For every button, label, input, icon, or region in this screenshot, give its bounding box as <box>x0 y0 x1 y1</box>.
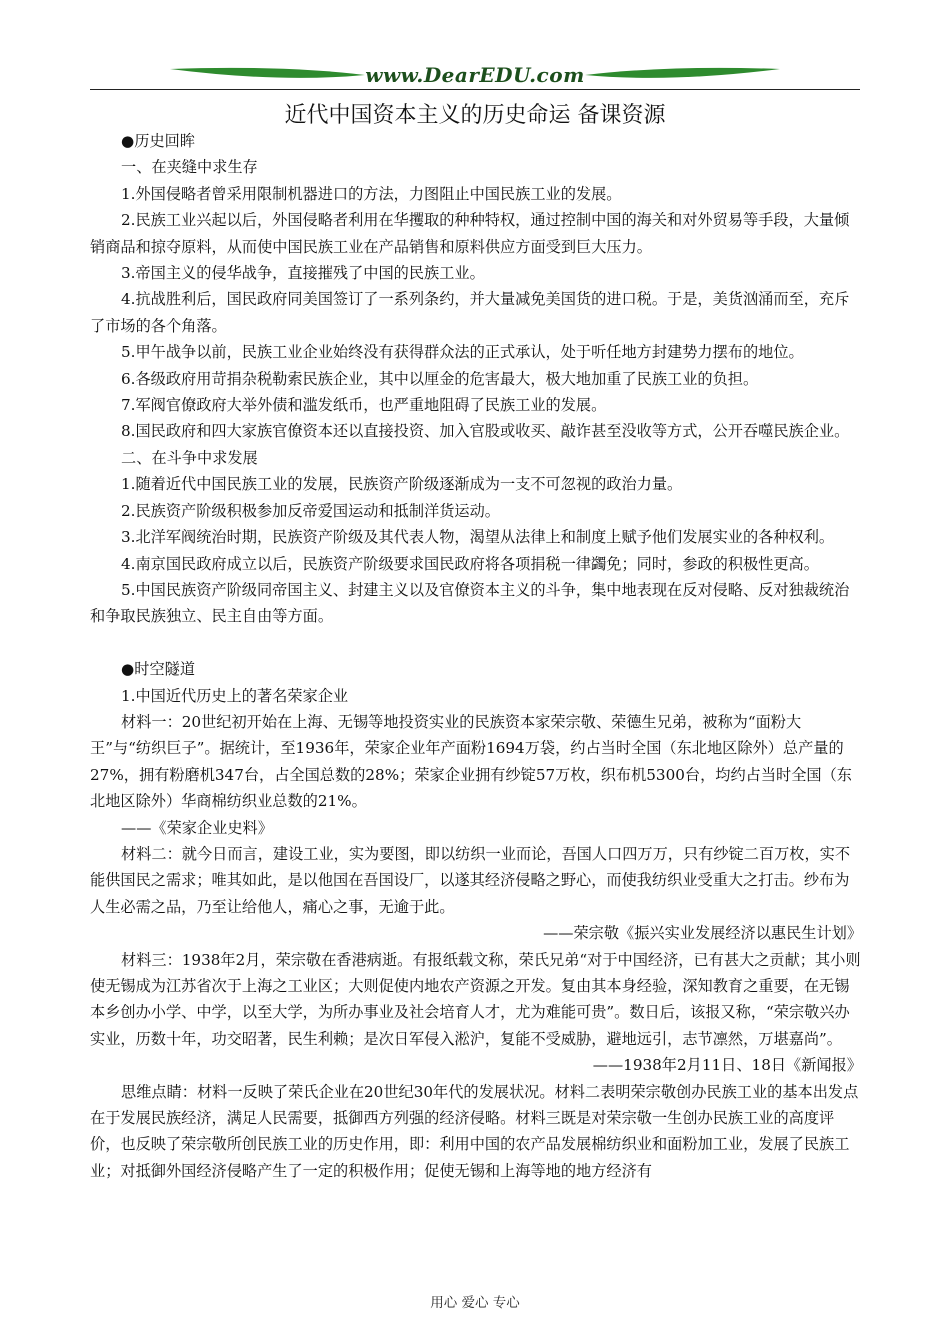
header-rule <box>90 89 860 90</box>
list-item: 1.随着近代中国民族工业的发展，民族资产阶级逐渐成为一支不可忽视的政治力量。 <box>121 475 683 494</box>
list-item: 2.民族资产阶级积极参加反帝爱国运动和抵制洋货运动。 <box>121 501 500 520</box>
list-item: 5.甲午战争以前，民族工业企业始终没有获得群众法的正式承认，处于听任地方封建势力摆布的地位。 <box>121 343 804 362</box>
material-source: ——《荣家企业史料》 <box>121 818 273 837</box>
list-item: 6.各级政府用苛捐杂税勒索民族企业，其中以厘金的危害最大，极大地加重了民族工业的负担。 <box>121 369 759 388</box>
list-item: 3.北洋军阀统治时期，民族资产阶级及其代表人物，渴望从法律上和制度上赋予他们发展实业的各种权利。 <box>121 528 835 547</box>
site-logo-text[interactable]: www.DearEDU.com <box>365 63 585 87</box>
list-item: 7.军阀官僚政府大举外债和滥发纸币，也严重地阻碍了民族工业的发展。 <box>121 396 607 415</box>
material-paragraph: 材料一：20世纪初开始在上海、无锡等地投资实业的民族资本家荣宗敬、荣德生兄弟，被称为“面粉大王”与“纺织巨子”。据统计，至1936年，荣家企业年产面粉1694万袋，约占当时全国（东北地区除外）总产量的27%，拥有粉磨机347台，占全国总数的28%；荣家企业拥有纱锭57万枚，织布机5300台，均约占当时全国（东北地区除外）华商棉纺织业总数的21%。 <box>90 712 852 811</box>
list-item: 4.抗战胜利后，国民政府同美国签订了一系列条约，并大量减免美国货的进口税。于是，美货汹涌而至，充斥了市场的各个角落。 <box>90 290 850 335</box>
list-item: 2.民族工业兴起以后，外国侵略者利用在华攫取的种种特权，通过控制中国的海关和对外贸易等手段，大量倾销商品和掠夺原料，从而使中国民族工业在产品销售和原料供应方面受到巨大压力。 <box>90 211 850 256</box>
list-item: 8.国民政府和四大家族官僚资本还以直接投资、加入官股或收买、敲诈甚至没收等方式，公开吞噬民族企业。 <box>121 422 850 441</box>
subsection-heading: 一、在夹缝中求生存 <box>121 158 258 177</box>
analysis-paragraph: 思维点睛：材料一反映了荣氏企业在20世纪30年代的发展状况。材料二表明荣宗敬创办民族工业的基本出发点在于发展民族经济，满足人民需要，抵御西方列强的经济侵略。材料三既是对荣宗敬一生创办民族工业的高度评价，也反映了荣宗敬所创民族工业的历史作用，即：利用中国的农产品发展棉纺织业和面粉加工业，发展了民族工业；对抵御外国经济侵略产生了一定的积极作用；促使无锡和上海等地的地方经济有 <box>90 1082 859 1180</box>
subsection-heading: 二、在斗争中求发展 <box>121 448 258 467</box>
material-paragraph: 材料二：就今日而言，建设工业，实为要图，即以纺织一业而论，吾国人口四万万，只有纱锭二百万枚，实不能供国民之需求；唯其如此，是以他国在吾国设厂，以遂其经济侵略之野心，而使我纺织业受重大之打击。纱布为人生必需之品，乃至让给他人，痛心之事，无逾于此。 <box>90 844 850 916</box>
document-body <box>90 128 862 1184</box>
list-item: 1.外国侵略者曾采用限制机器进口的方法，力图阻止中国民族工业的发展。 <box>121 184 622 203</box>
section-heading: ●历史回眸 <box>121 132 196 150</box>
material-paragraph: 材料三：1938年2月，荣宗敬在香港病逝。有报纸载文称，荣氏兄弟“对于中国经济，已有甚大之贡献；其小则使无锡成为江苏省次于上海之工业区；大则促使内地农产资源之开发。复由其本身经验，深知教育之重要，在无锡本乡创办小学、中学，以至大学，为所办事业及社会培育人才，尤为难能可贵”。数日后，该报又称，“荣宗敬兴办实业，历数十年，功交昭著，民生利赖；是次日军侵入淞沪，复能不受威胁，避地远引，志节凛然，万堪嘉尚”。 <box>90 950 861 1048</box>
subsection-heading: 1.中国近代历史上的著名荣家企业 <box>121 686 349 705</box>
list-item: 5.中国民族资产阶级同帝国主义、封建主义以及官僚资本主义的斗争，集中地表现在反对侵略、反对独裁统治和争取民族独立、民主自由等方面。 <box>90 580 850 626</box>
material-source: ——荣宗敬《振兴实业发展经济以惠民生计划》 <box>543 924 862 943</box>
section-heading: ●时空隧道 <box>121 660 196 679</box>
list-item: 4.南京国民政府成立以后，民族资产阶级要求国民政府将各项捐税一律蠲免；同时，参政的积极性更高。 <box>121 554 819 573</box>
material-source: ——1938年2月11日、18日《新闻报》 <box>592 1056 862 1075</box>
page-footer: 用心 爱心 专心 <box>430 1295 520 1311</box>
section-spacer <box>90 630 862 656</box>
list-item: 3.帝国主义的侵华战争，直接摧残了中国的民族工业。 <box>121 264 485 283</box>
page-title: 近代中国资本主义的历史命运 备课资源 <box>284 103 666 128</box>
